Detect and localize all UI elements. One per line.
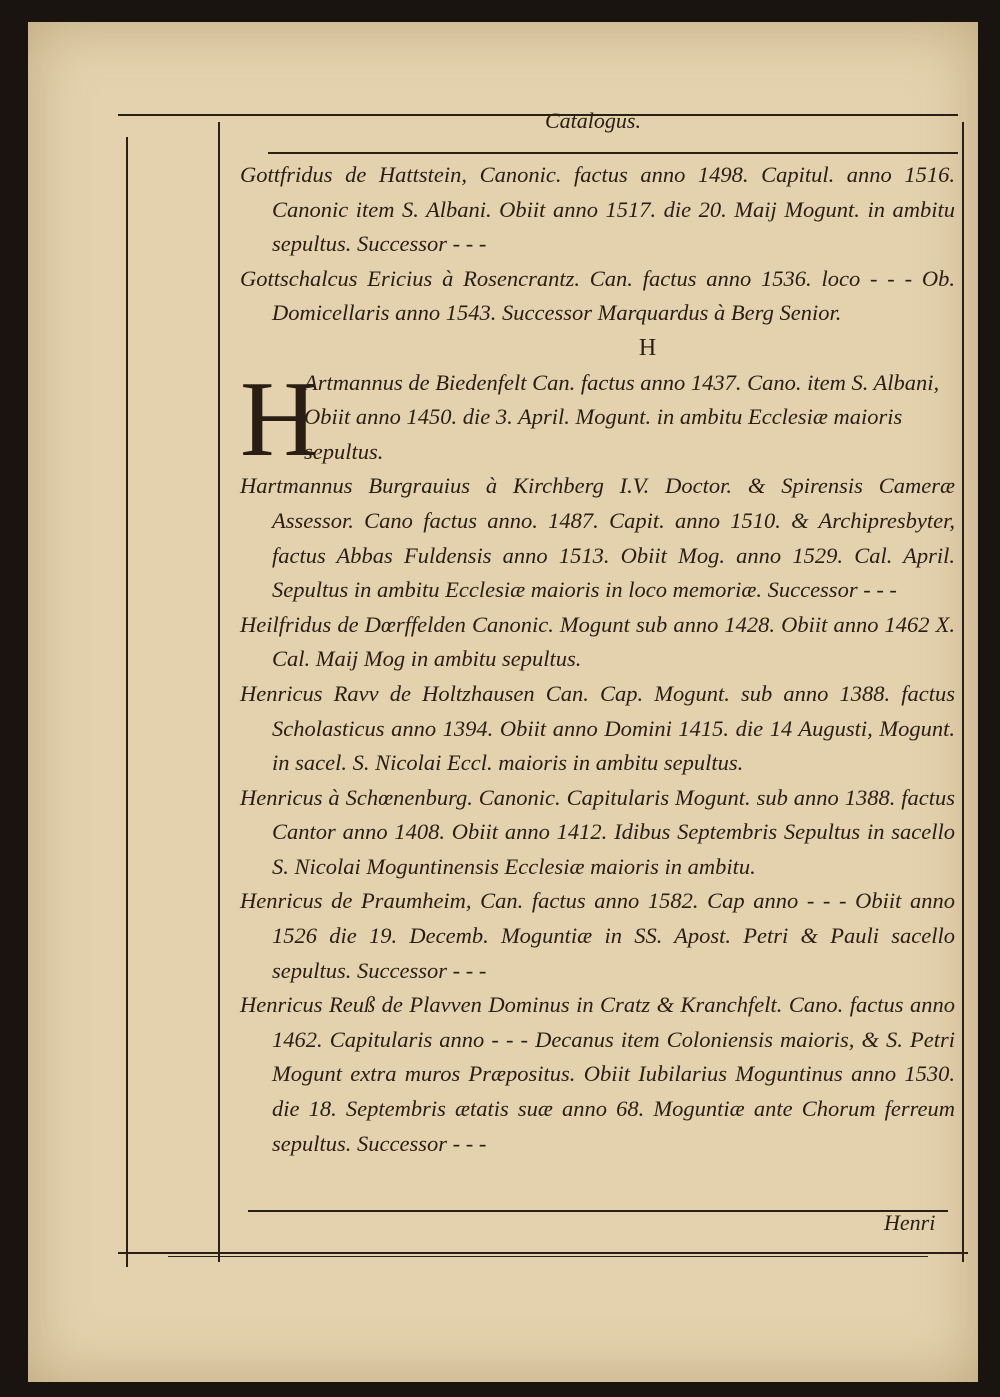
dropcap-entry xyxy=(240,359,955,479)
left-border-inner xyxy=(218,122,220,1262)
right-border xyxy=(962,122,964,1262)
catalog-entry: Heilfridus de Dœrffelden Canonic. Mogunt sub anno 1428. Obiit anno 1462 X. Cal. Maij Mog in ambitu sepultus. xyxy=(240,611,955,672)
catchword: Henri xyxy=(884,1210,936,1235)
catalog-entry: Henricus Ravv de Holtzhausen Can. Cap. Mogunt. sub anno 1388. factus Scholasticus anno 1394. Obiit anno Domini 1415. die 14 Augusti, Mogunt. in sacel. S. Nicolai Eccl. maioris in ambitu sepultus. xyxy=(240,680,955,776)
catalog-entry: Gottfridus de Hattstein, Canonic. factus anno 1498. Capitul. anno 1516. Canonic item S. Albani. Obiit anno 1517. die 20. Maij Mogunt. in ambitu sepultus. Successor - - - xyxy=(240,162,955,257)
footer-rule-lower xyxy=(168,1256,928,1257)
footer-rule xyxy=(118,1252,968,1254)
catalog-entry: Henricus à Schœnenburg. Canonic. Capitularis Mogunt. sub anno 1388. factus Cantor anno 1408. Obiit anno 1412. Idibus Septembris Sepultus in sacello S. Nicolai Moguntinensis Ecclesiæ maioris in ambitu. xyxy=(240,784,955,879)
catalog-entry: Hartmannus Burgrauius à Kirchberg I.V. Doctor. & Spirensis Cameræ Assessor. Cano factus anno. 1487. Capit. anno 1510. & Archipresbyter, factus Abbas Fuldensis anno 1513. Obiit Mog. anno 1529. Cal. April. Sepultus in ambitu Ecclesiæ maioris in loco memoriæ. Successor - - - xyxy=(240,473,955,603)
bottom-rule xyxy=(248,1210,948,1212)
running-title: Catalogus. xyxy=(545,108,641,133)
dropcap-entry-text: Artmannus de Biedenfelt Can. factus anno 1437. Cano. item S. Albani, Obiit anno 1450. die 3. April. Mogunt. in ambitu Ecclesiæ maioris sepultus. xyxy=(304,369,940,464)
catalog-entry: Henricus Reuß de Plavven Dominus in Cratz & Kranchfelt. Cano. factus anno 1462. Capitularis anno - - - Decanus item Coloniensis maioris, & S. Petri Mogunt extra muros Præpositus. Obiit Iubilarius Moguntinus anno 1530. die 18. Septembris ætatis suæ anno 68. Moguntiæ ante Chorum ferreum sepultus. Successor - - - xyxy=(240,992,955,1156)
section-letter: H xyxy=(638,334,657,361)
top-rule xyxy=(118,114,958,116)
catalog-entry: Henricus de Praumheim, Can. factus anno 1582. Cap anno - - - Obiit anno 1526 die 19. Decemb. Moguntiæ in SS. Apost. Petri & Pauli sacello sepultus. Successor - - - xyxy=(240,888,955,983)
left-border-outer xyxy=(126,137,128,1267)
catalog-entry: Gottschalcus Ericius à Rosencrantz. Can. factus anno 1536. loco - - - Ob. Domicellaris anno 1543. Successor Marquardus à Berg Senior. xyxy=(240,265,955,326)
dropcap-letter: H xyxy=(240,359,318,479)
catalog-text xyxy=(240,158,955,1161)
header-underline xyxy=(268,152,958,154)
